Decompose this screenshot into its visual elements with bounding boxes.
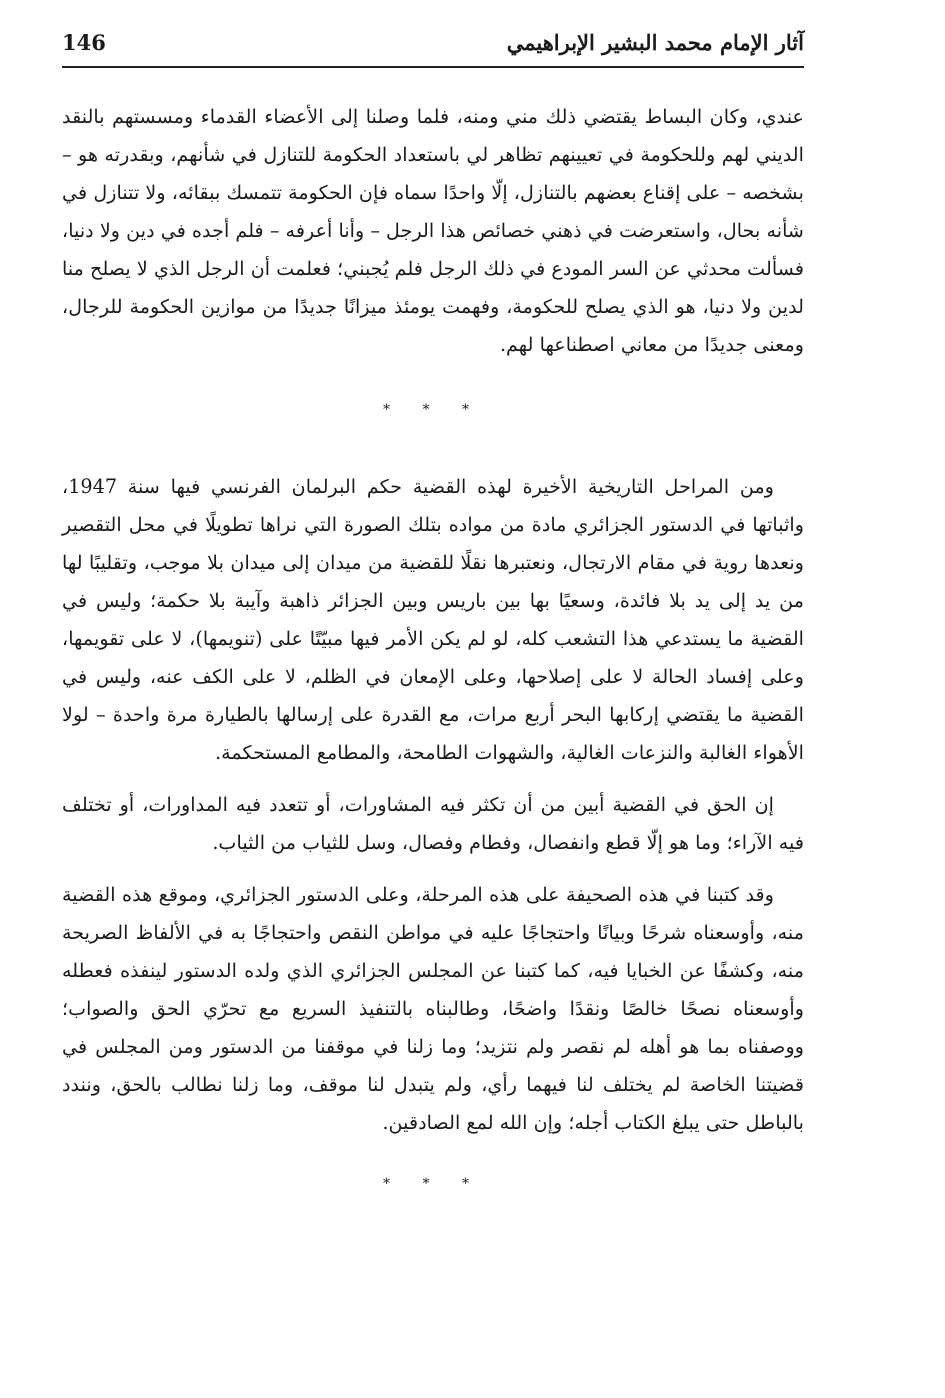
section-separator: * * * xyxy=(383,402,483,418)
paragraph: ومن المراحل التاريخية الأخيرة لهذه القضية حكم البرلمان الفرنسي فيها سنة 1947، واثباتها في الدستور الجزائري مادة من مواده بتلك الصورة التي نراها تطويلًا في محل التقصير ونعدها روية في مقام الارتجال، ونعتبرها نقلًا للقضية من ميدان إلى ميدان بلا موجب، وتقليبًا لها من يد إلى يد بلا فائدة، وسعيًا بها بين باريس وبين الجزائر ذاهبة وآيبة بلا حكمة؛ وليس في القضية ما يستدعي هذا التشعب كله، لو لم يكن الأمر فيها مبيّتًا على (تنويمها)، لا على تقويمها، وعلى إفساد الحالة لا على إصلاحها، وعلى الإمعان في الظلم، لا على الكف عنه، وليس في القضية ما يقتضي إركابها البحر أربع مرات، مع القدرة على إرسالها بالطيارة مرة واحدة – لولا الأهواء الغالبة والنزعات الغالية، والشهوات الطامحة، والمطامع المستحكمة. xyxy=(62,475,804,764)
page-header xyxy=(62,26,804,68)
section-separator: * * * xyxy=(383,1176,483,1192)
paragraph: إن الحق في القضية أبين من أن تكثر فيه المشاورات، أو تتعدد فيه المداورات، أو تختلف فيه الآراء؛ وما هو إلّا قطع وانفصال، وفطام وفصال، وسل للثياب من الثياب. xyxy=(62,793,804,854)
paragraph: وقد كتبنا في هذه الصحيفة على هذه المرحلة، وعلى الدستور الجزائري، وموقع هذه القضية منه، وأوسعناه شرحًا وبيانًا واحتجاجًا عليه في مواطن النقص واحتجاجًا به في الألفاظ الصريحة منه، وكشفًا عن الخبايا فيه، كما كتبنا عن المجلس الجزائري الذي ولده الدستور لينفذه فعطله وأوسعناه نصحًا خالصًا ونقدًا واضحًا، وطالبناه بالتنفيذ السريع مع تحرّي الحق والصواب؛ ووصفناه بما هو أهله لم نقصر ولم نتزيد؛ وما زلنا في موقفنا من الدستور ومن المجلس في قضيتنا الخاصة لم يختلف لنا فيهما رأي، ولم يتبدل لنا موقف، وما زلنا نطالب بالحق، ونندد بالباطل حتى يبلغ الكتاب أجله؛ وإن الله لمع الصادقين. xyxy=(62,883,804,1134)
paragraph: عندي، وكان البساط يقتضي ذلك مني ومنه، فلما وصلنا إلى الأعضاء القدماء ومسستهم بالنقد الديني لهم وللحكومة في تعيينهم تظاهر لي باستعداد الحكومة للتنازل في شأنهم، وبقدرته هو – بشخصه – على إقناع بعضهم بالتنازل، إلّا واحدًا سماه فإن الحكومة تتمسك ببقائه، ولا تتنازل في شأنه بحال، واستعرضت في ذهني خصائص هذا الرجل – وأنا أعرفه – فلم أجده في دين ولا دنيا، فسألت محدثي عن السر المودع في ذلك الرجل فلم يُجبني؛ فعلمت أن الرجل الذي لا يصلح منا لدين ولا دنيا، هو الذي يصلح للحكومة، وفهمت يومئذ ميزانًا جديدًا من موازين الحكومة للرجال، ومعنى جديدًا من معاني اصطناعها لهم. xyxy=(62,105,804,356)
section-1 xyxy=(62,98,804,378)
running-title: آثار الإمام محمد البشير الإبراهيمي xyxy=(506,30,804,55)
page-number: 146 xyxy=(62,30,106,55)
section-2 xyxy=(62,468,804,1156)
